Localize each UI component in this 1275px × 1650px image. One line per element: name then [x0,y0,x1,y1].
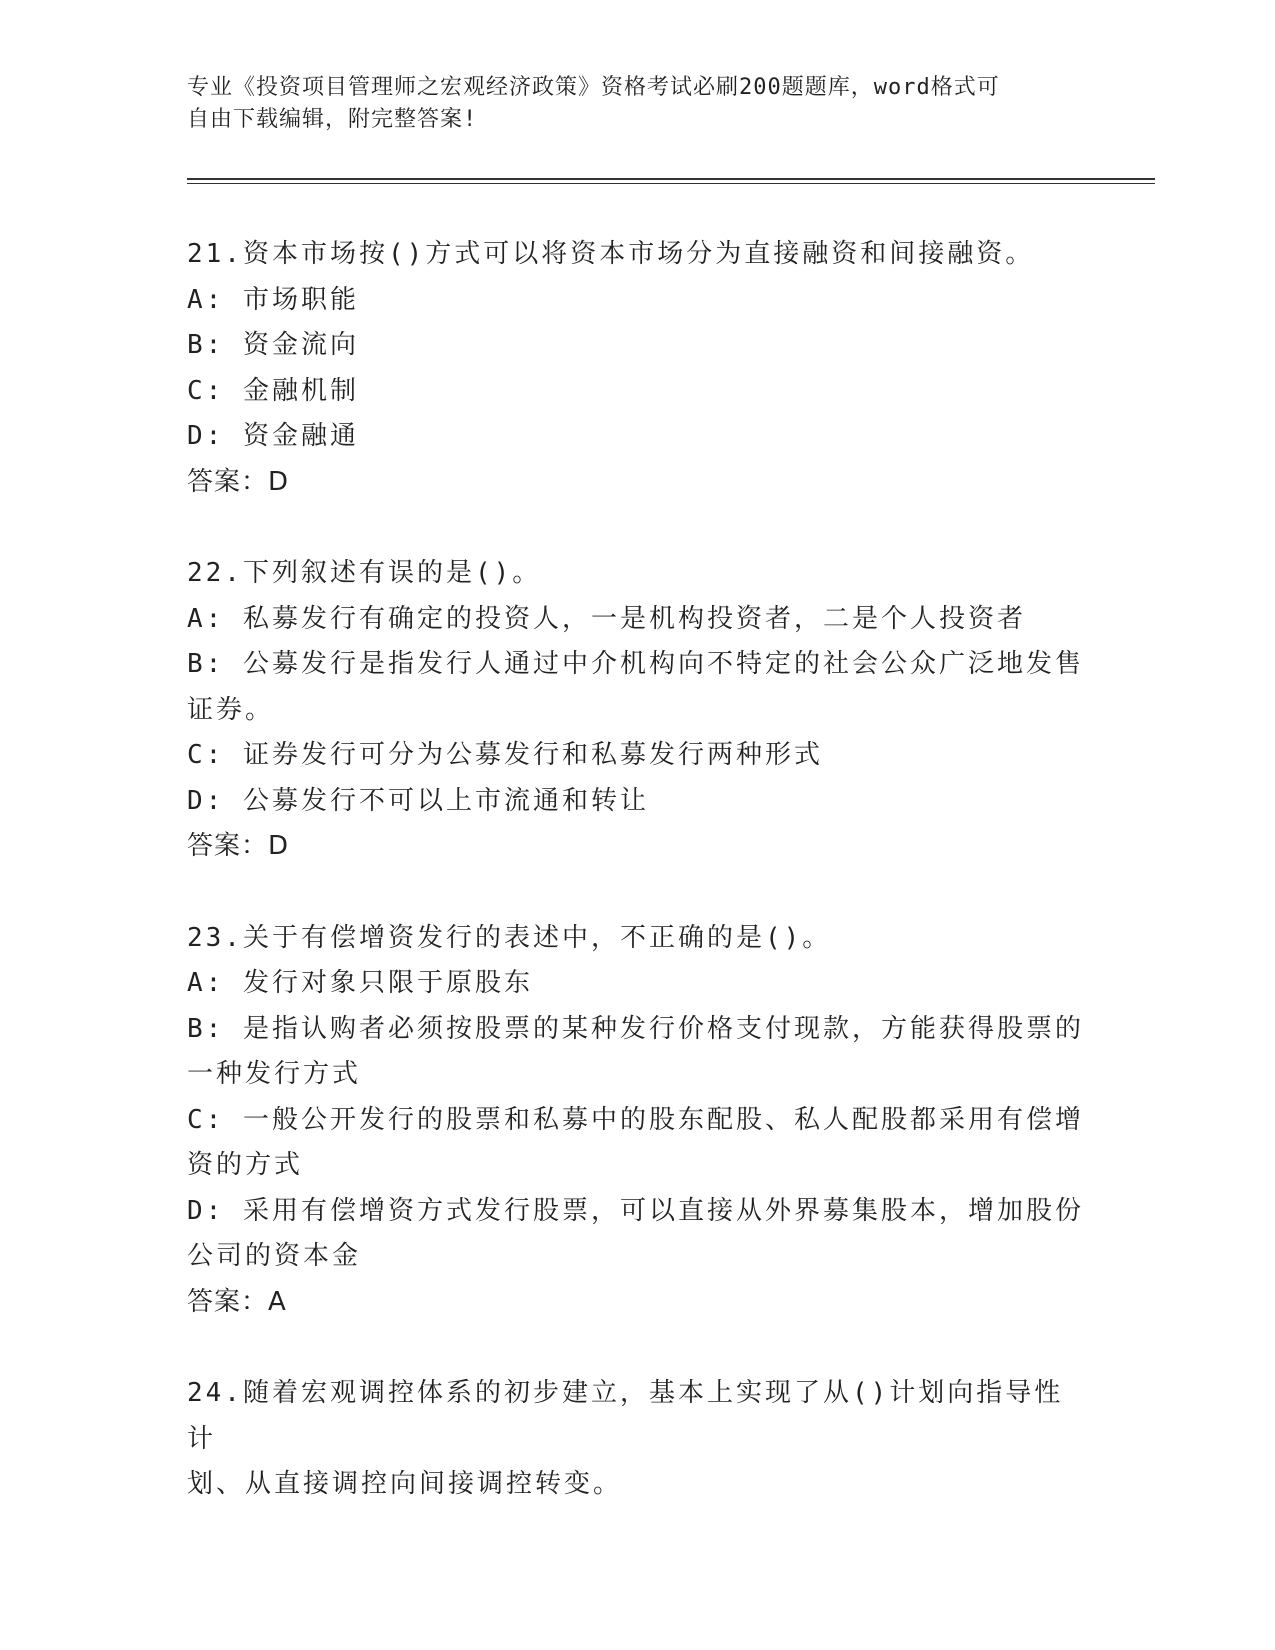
question-stem: 21.资本市场按()方式可以将资本市场分为直接融资和间接融资。 [187,239,1035,269]
answer-label: 答案：D [187,466,290,497]
option-d: D: 资金融通 [187,421,359,451]
option-b-continued: 一种发行方式 [187,1059,362,1089]
question-stem: 23.关于有偿增资发行的表述中，不正确的是()。 [187,922,832,953]
option-b: B: 是指认购者必须按股票的某种发行价格支付现款，方能获得股票的 [187,1013,1084,1044]
question-stem-continued: 划、从直接调控向间接调控转变。 [187,1469,623,1499]
question-22 [187,551,1087,870]
option-b: B: 公募发行是指发行人通过中介机构向不特定的社会公众广泛地发售 [187,649,1084,679]
header-line-1: 专业《投资项目管理师之宏观经济政策》资格考试必刷200题题库，word格式可 [187,75,1000,100]
option-b-continued: 证券。 [187,694,275,725]
option-d: D: 公募发行不可以上市流通和转让 [187,785,649,816]
answer-label: 答案：D [187,831,290,861]
header-divider-thin [187,183,1155,184]
option-c: C: 金融机制 [187,375,359,406]
option-a: A: 市场职能 [187,284,359,315]
question-21 [187,232,1087,505]
option-b: B: 资金流向 [187,330,359,360]
question-24 [187,1371,1087,1508]
answer-label: 答案：A [187,1286,287,1317]
question-stem: 22.下列叙述有误的是()。 [187,558,542,588]
option-c-continued: 资的方式 [187,1150,304,1180]
document-header [187,72,1067,136]
option-a: A: 私募发行有确定的投资人，一是机构投资者，二是个人投资者 [187,603,1026,634]
question-list [187,232,1087,1554]
option-c: C: 一般公开发行的股票和私募中的股东配股、私人配股都采用有偿增 [187,1104,1084,1135]
header-divider-thick [187,178,1155,180]
option-d-continued: 公司的资本金 [187,1241,362,1271]
header-line-2: 自由下载编辑，附完整答案! [187,107,478,132]
question-23 [187,916,1087,1326]
option-c: C: 证券发行可分为公募发行和私募发行两种形式 [187,740,823,770]
option-a: A: 发行对象只限于原股东 [187,968,533,998]
option-d: D: 采用有偿增资方式发行股票，可以直接从外界募集股本，增加股份 [187,1195,1084,1226]
question-stem: 24.随着宏观调控体系的初步建立，基本上实现了从()计划向指导性计 [187,1378,1064,1454]
